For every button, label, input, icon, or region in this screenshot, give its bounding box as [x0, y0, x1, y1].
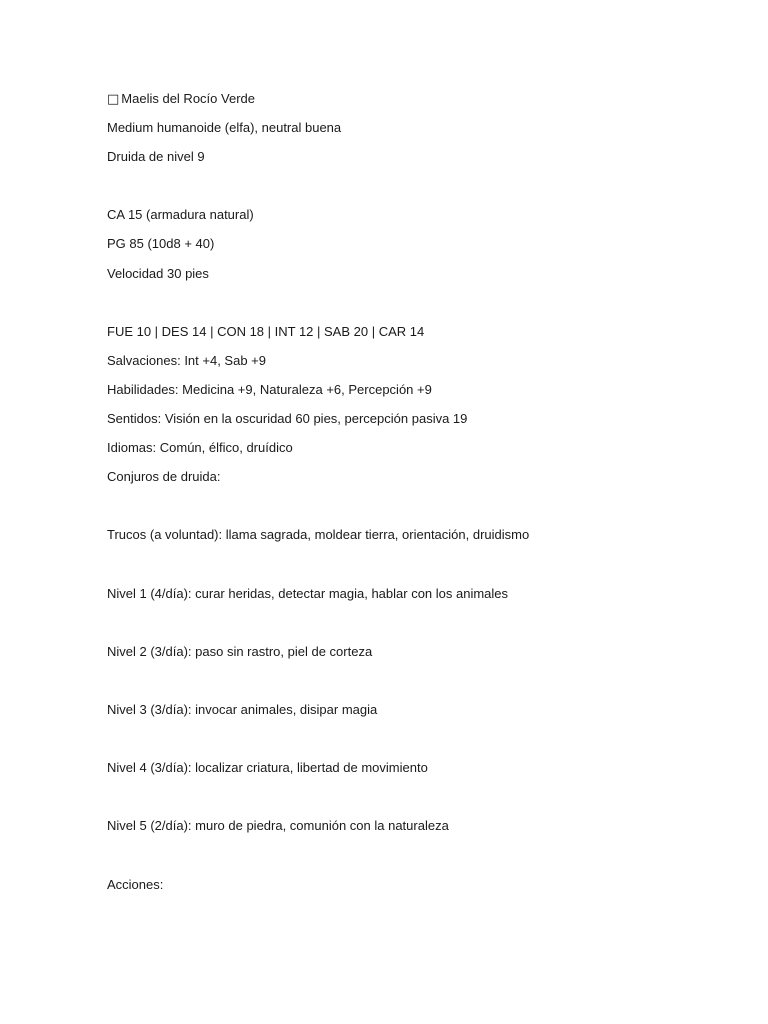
ability-scores-line: FUE 10 | DES 14 | CON 18 | INT 12 | SAB 20 | CAR 14: [107, 323, 425, 339]
character-name-line: [107, 89, 727, 118]
senses-line: Sentidos: Visión en la oscuridad 60 pies, percepción pasiva 19: [107, 411, 468, 427]
blank-line: [107, 496, 727, 525]
blank-line: [107, 729, 727, 758]
blank-line: [107, 176, 727, 205]
spells-heading: Conjuros de druida:: [107, 469, 221, 485]
blank-line: [107, 613, 727, 642]
blank-line: [107, 293, 727, 322]
missing-glyph-icon: □: [107, 92, 120, 107]
speed-line: Velocidad 30 pies: [107, 265, 209, 281]
skills-line: Habilidades: Medicina +9, Naturaleza +6, Percepción +9: [107, 381, 432, 397]
blank-line: [107, 555, 727, 584]
spell-level-1-line: Nivel 1 (4/día): curar heridas, detectar magia, hablar con los animales: [107, 585, 509, 601]
saving-throws-line: Salvaciones: Int +4, Sab +9: [107, 352, 266, 368]
spell-level-2-line: Nivel 2 (3/día): paso sin rastro, piel de corteza: [107, 643, 373, 659]
spell-level-3-line: Nivel 3 (3/día): invocar animales, disipar magia: [107, 701, 378, 717]
spell-level-4-line: Nivel 4 (3/día): localizar criatura, libertad de movimiento: [107, 760, 428, 776]
blank-line: [107, 787, 727, 816]
blank-line: [107, 845, 727, 874]
armor-class-line: CA 15 (armadura natural): [107, 207, 254, 223]
cantrips-line: Trucos (a voluntad): llama sagrada, moldear tierra, orientación, druidismo: [107, 527, 530, 543]
document-body: [107, 89, 727, 904]
character-name: Maelis del Rocío Verde: [121, 91, 255, 106]
spell-level-5-line: Nivel 5 (2/día): muro de piedra, comunión con la naturaleza: [107, 818, 449, 834]
languages-line: Idiomas: Común, élfico, druídico: [107, 440, 293, 456]
creature-type-line: Medium humanoide (elfa), neutral buena: [107, 120, 342, 136]
hit-points-line: PG 85 (10d8 + 40): [107, 236, 215, 252]
class-level-line: Druida de nivel 9: [107, 149, 205, 165]
blank-line: [107, 671, 727, 700]
actions-heading: Acciones:: [107, 876, 164, 892]
